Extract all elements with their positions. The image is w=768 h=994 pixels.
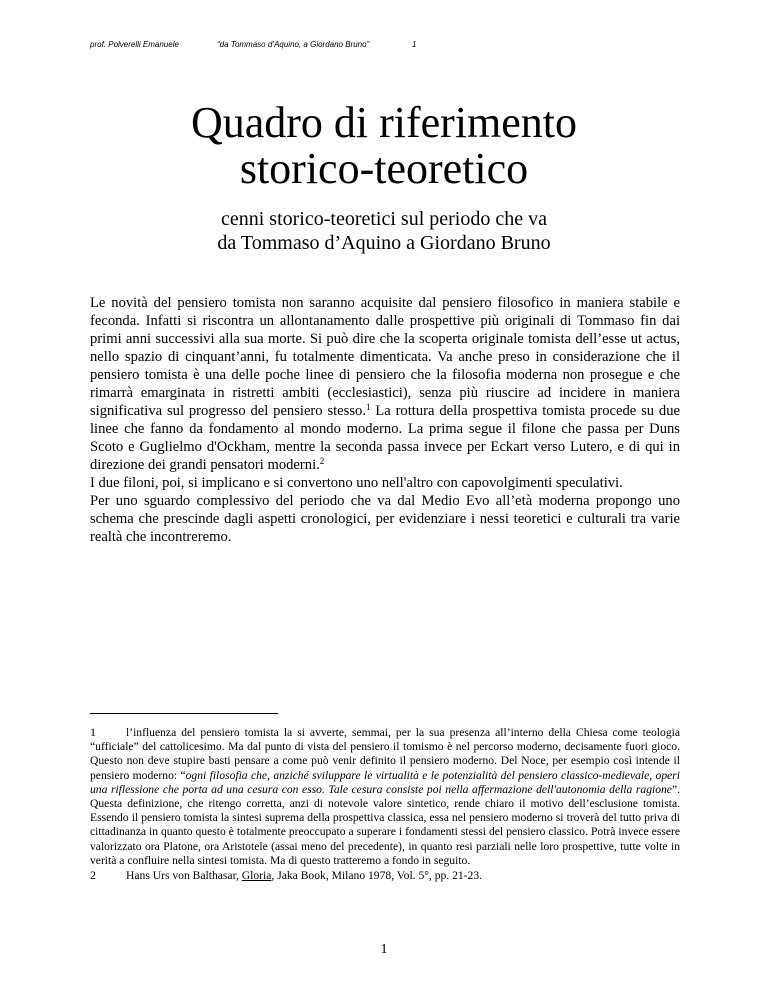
footnote-1-number: 1 <box>90 725 96 739</box>
document-title <box>0 100 768 192</box>
paragraph-2: I due filoni, poi, si implicano e si convertono uno nell'altro con capovolgimenti speculativi. <box>90 475 623 491</box>
footnote-2-text-b: , Jaka Book, Milano 1978, Vol. 5°, pp. 21-23. <box>271 869 483 883</box>
header-author: prof. Polverelli Emanuele <box>90 40 179 49</box>
footnote-ref-1[interactable]: 1 <box>365 402 371 412</box>
subtitle-line-2: da Tommaso d’Aquino a Giordano Bruno <box>217 232 551 254</box>
subtitle-line-1: cenni storico-teoretici sul periodo che va <box>221 208 547 230</box>
footnote-separator <box>90 713 278 714</box>
document-subtitle <box>0 207 768 255</box>
footnote-1-quote: ogni filosofia che, anziché sviluppare le virtualità e le potenzialità del pensiero classico-medievale, operi una riflessione che porta ad una cesura con esso. Tale cesura consiste poi nella affermazione dell'autonomia della ragione <box>90 768 681 796</box>
page-number: 1 <box>380 942 388 957</box>
header-page-number: 1 <box>412 40 417 49</box>
footnote-2 <box>90 868 680 883</box>
footnote-1 <box>90 725 680 868</box>
footnote-2-work-title: Gloria <box>241 869 272 883</box>
footnote-1-text-a: l’influenza del pensiero tomista la si avverte, semmai, per la sua presenza all’interno della Chiesa come teologia “ufficiale” del cattolicesimo. Ma dal punto di vista del pensiero il tomismo è nel percorso moderno, decisamente fuori gioco. Questo non deve stupire basti pensare a come può venir definito il pensiero moderno. Del Noce, per esempio così intende il pensiero moderno: “ <box>90 726 680 782</box>
footnote-2-number: 2 <box>90 868 96 883</box>
title-line-2: storico-teoretico <box>239 144 529 193</box>
footnote-1-text-b: ”. Questa definizione, che ritengo corretta, anzi di notevole valore sintetico, rende chiaro il motivo dell’esclusione tomista. Essendo il pensiero tomista la sintesi suprema della prospettiva classica, essa nel pensiero moderno si troverà del tutto priva di cittadinanza in quanto questo è totalmente preoccupato a superare i fondamenti stessi del pensiero classico. Potrà invece essere valorizzato ora Platone, ora Aristotele (assai meno del precedente), in quanto resi parziali nelle loro prospettive, tutte volte in verità a confluire nella sintesi tomista. Ma di questo tratteremo a fondo in seguito. <box>90 782 680 867</box>
paragraph-1-part-b: La rottura della prospettiva tomista procede su due linee che fanno da fondamento al mondo moderno. La prima segue il filone che passa per Duns Scoto e Guglielmo d'Ockham, mentre la seconda passa invece per Eckart verso Lutero, e di qui in direzione dei grandi pensatori moderni. <box>90 403 680 473</box>
footnotes <box>90 725 680 883</box>
paragraph-1-part-a: Le novità del pensiero tomista non saranno acquisite dal pensiero filosofico in maniera stabile e feconda. Infatti si riscontra un allontanamento dalle prospettive più originali di Tommaso fin dai primi anni successivi alla sua morte. Si può dire che la scoperta originale tomista dell’esse ut actus, nello spazio di cinquant’anni, fu totalmente dimenticata. Va anche preso in considerazione che il pensiero tomista è una delle poche linee di pensiero che la filosofia moderna non prosegue e che rimarrà emarginata in ristretti ambiti (ecclesiastici), senza più riuscire ad incidere in maniera significativa sul progresso del pensiero stesso. <box>90 295 680 419</box>
footnote-ref-2[interactable]: 2 <box>319 456 325 466</box>
paragraph-3: Per uno sguardo complessivo del periodo che va dal Medio Evo all’età moderna propongo uno schema che prescinde dagli aspetti cronologici, per evidenziare i nessi teoretici e culturali tra varie realtà che incontreremo. <box>90 493 680 545</box>
header-doc-title: “da Tommaso d’Aquino, a Giordano Bruno” <box>217 40 370 49</box>
title-line-1: Quadro di riferimento <box>190 98 578 147</box>
body-text <box>90 294 680 546</box>
paragraph-1 <box>90 294 680 474</box>
footnote-2-text-a: Hans Urs von Balthasar, <box>126 869 242 883</box>
